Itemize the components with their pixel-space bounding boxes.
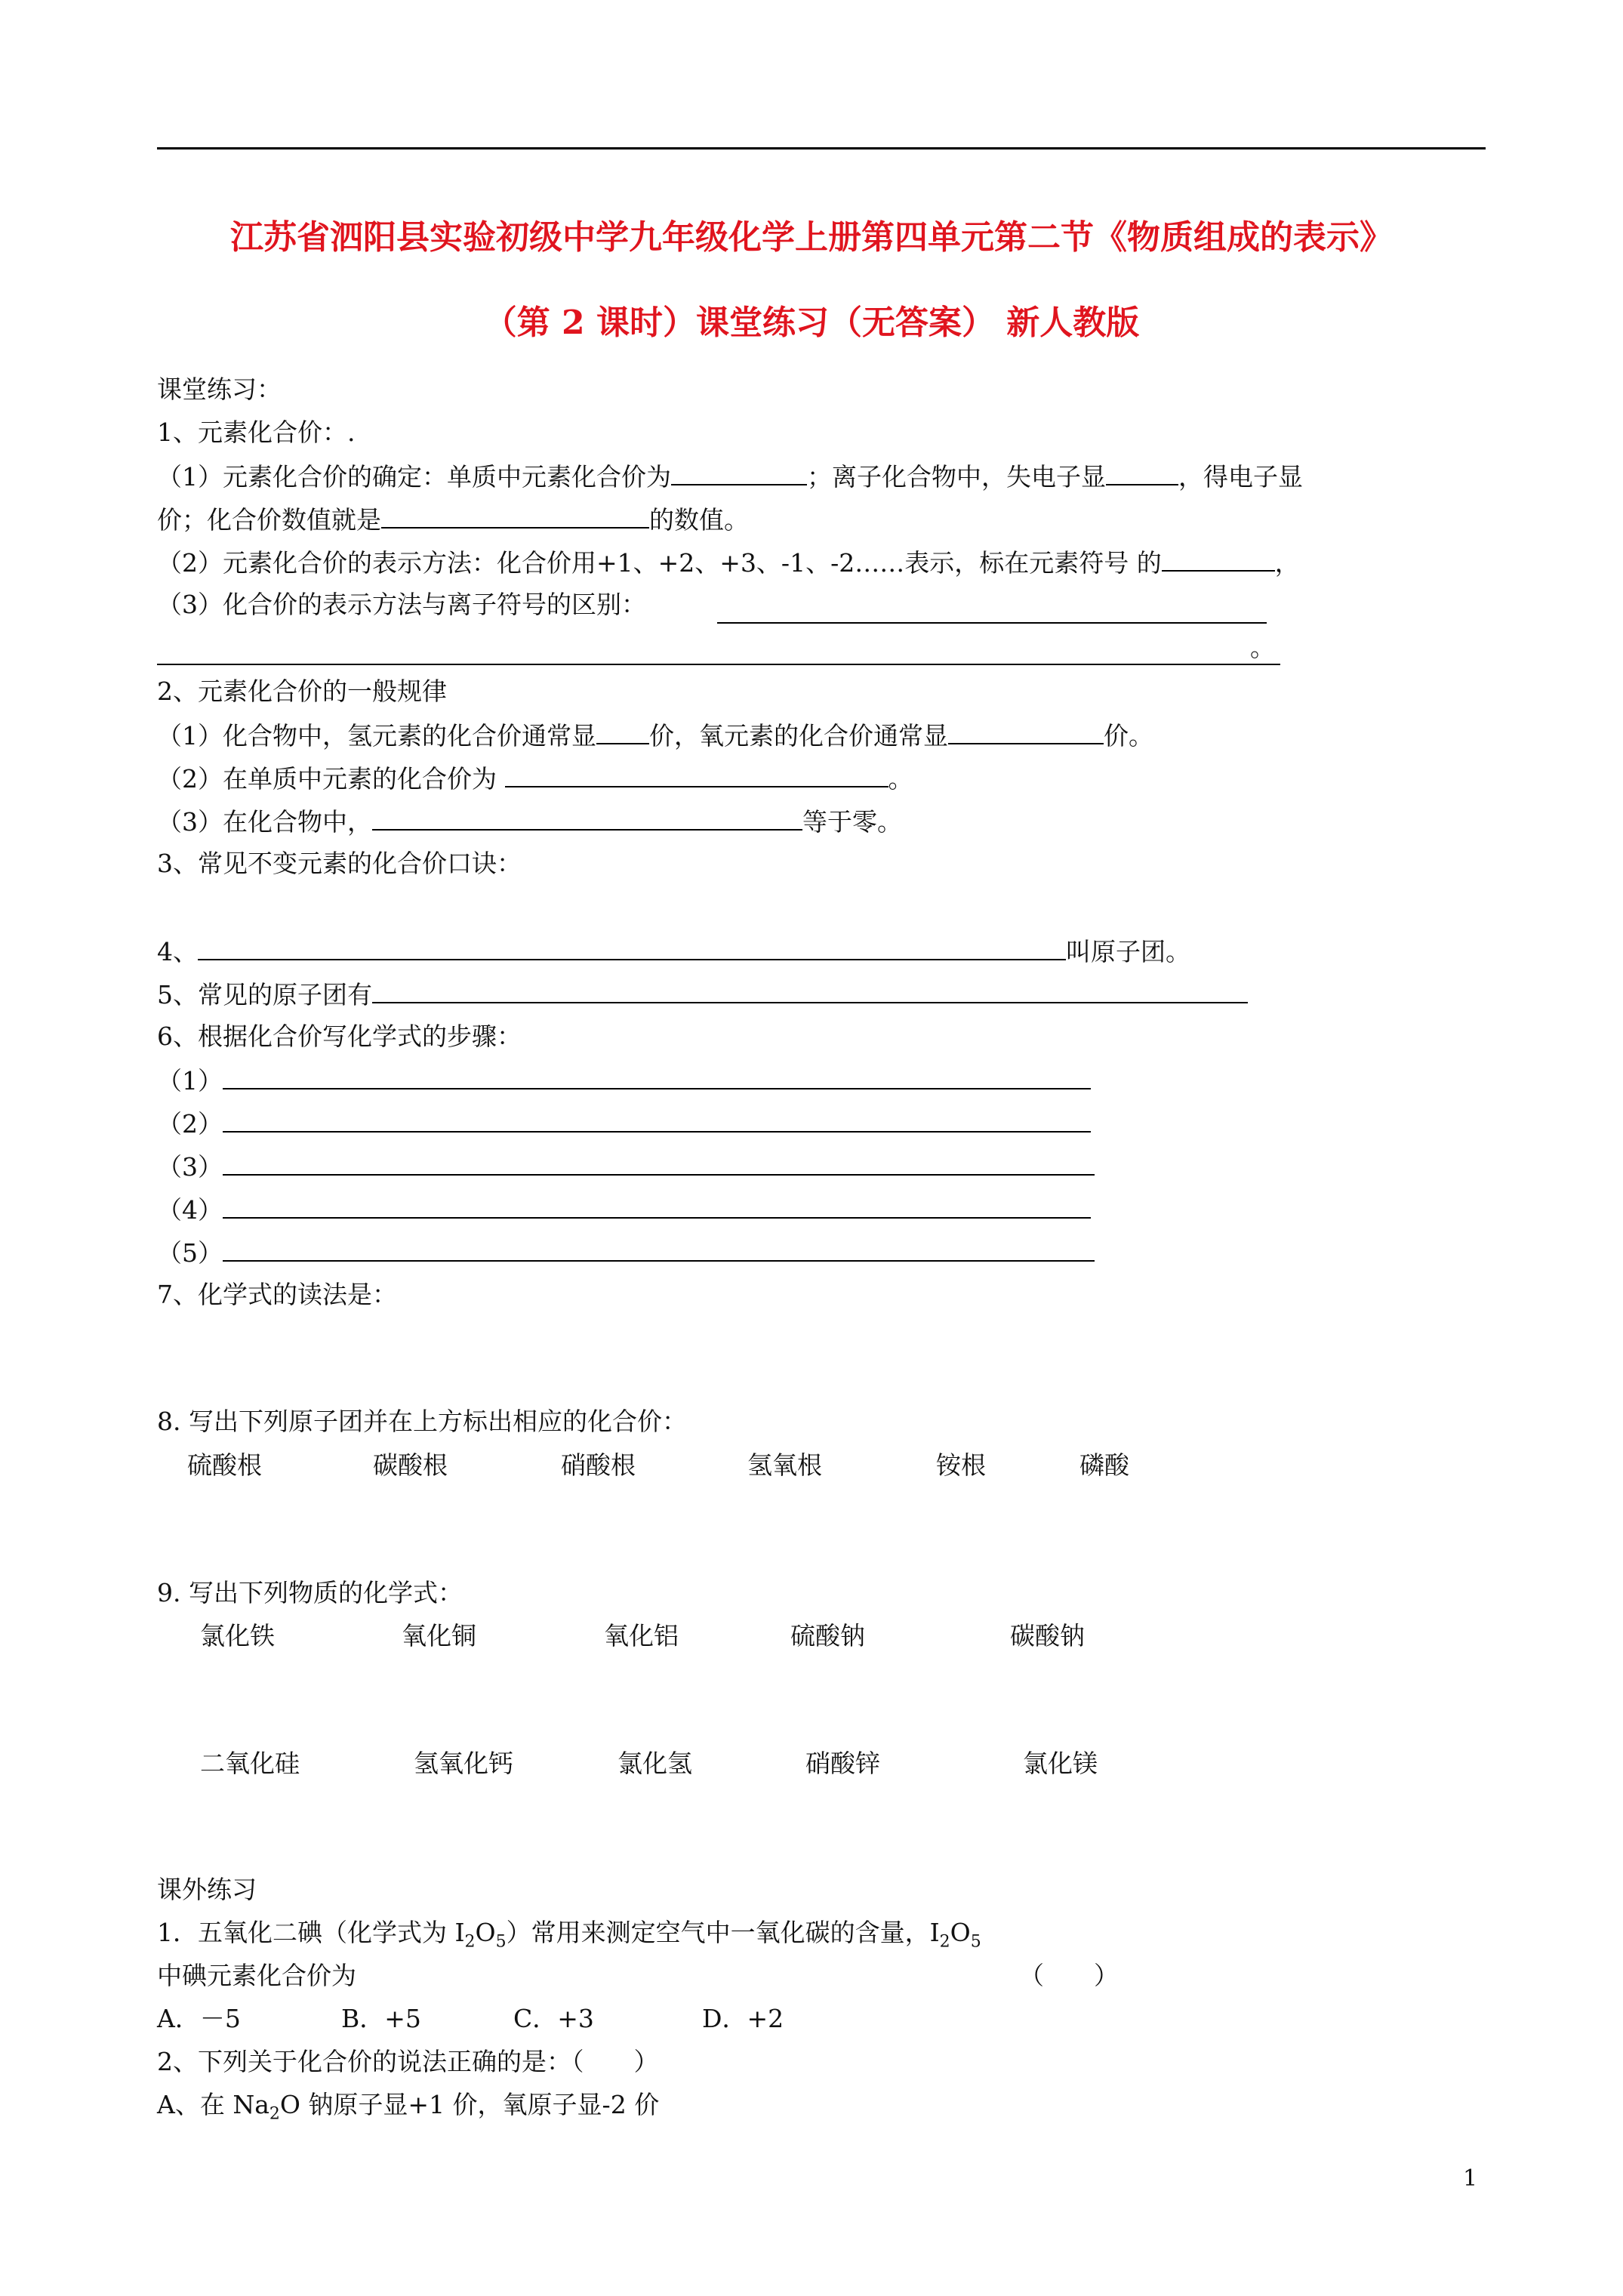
step-label: （5） [157,1238,223,1268]
q8-item: 磷酸 [1079,1450,1129,1480]
q2-part3 [157,803,902,840]
q1-part1-line2 [157,501,749,538]
q2-p1-text-c: 价。 [1104,721,1153,750]
q1-part3 [157,587,646,622]
q1-p3-end: 。 [1250,633,1275,662]
answer-blank[interactable] [505,760,888,787]
q8-title: 8. 写出下列原子团并在上方标出相应的化合价： [157,1407,687,1436]
q6-step-2 [157,1105,1091,1142]
page-number: 1 [1463,2165,1478,2192]
answer-blank[interactable] [671,458,807,485]
classwork-heading: 课堂练习： [157,374,282,404]
q9-item: 硝酸锌 [805,1749,880,1778]
q2-p3-text-b: 等于零。 [802,807,902,837]
option-text: A、在 Na [157,2090,269,2119]
q9-item: 二氧化硅 [200,1749,300,1778]
q9-item: 氯化镁 [1023,1749,1098,1778]
q1-p3-text-a: （3）化合价的表示方法与离子符号的区别： [157,590,646,619]
header-rule [157,147,1486,149]
answer-blank[interactable] [223,1234,1095,1262]
hw-q1-line1 [157,1915,981,1950]
hw-q2-title: 2、下列关于化合价的说法正确的是：（ ） [157,2047,659,2076]
q1-title: 1、元素化合价：. [157,418,356,447]
q1-p1-text-e: 的数值。 [649,505,749,535]
hw-q1-text: 1．五氧化二碘（化学式为 I [157,1918,465,1947]
hw-q1-text: O [950,1918,971,1947]
q1-part2 [157,544,1300,581]
q8-item: 铵根 [936,1450,986,1480]
q9-title: 9. 写出下列物质的化学式： [157,1578,463,1607]
q5-text: 5、常见的原子团有 [157,980,372,1009]
page-title-line1: 江苏省泗阳县实验初级中学九年级化学上册第四单元第二节《物质组成的表示》 [230,218,1393,257]
q6-title: 6、根据化合价写化学式的步骤： [157,1022,522,1051]
homework-heading: 课外练习 [157,1875,257,1904]
option-c[interactable]: C．+3 [513,2004,594,2033]
subscript: 2 [269,2104,280,2124]
q2-part2 [157,760,913,797]
step-label: （2） [157,1109,223,1139]
subscript: 2 [464,1932,476,1952]
step-label: （1） [157,1066,223,1096]
option-b[interactable]: B．+5 [341,2004,421,2033]
hw-q1-text: ）常用来测定空气中一氧化碳的含量，I [506,1918,940,1947]
hw-q2-option-a[interactable] [157,2088,659,2122]
q3-title: 3、常见不变元素的化合价口诀： [157,849,522,878]
q8-item: 硫酸根 [187,1450,262,1480]
q9-item: 氧化铜 [402,1621,476,1650]
q2-title: 2、元素化合价的一般规律 [157,676,447,706]
q2-part1 [157,717,1153,754]
step-label: （4） [157,1195,223,1225]
answer-blank[interactable] [223,1062,1091,1089]
q2-p2-text-a: （2）在单质中元素的化合价为 [157,764,497,794]
q6-step-3 [157,1148,1095,1185]
option-text: O 钠原子显+1 价，氧原子显-2 价 [279,2090,660,2119]
q1-p1-text-c: ，得电子显 [1178,462,1303,492]
answer-line[interactable] [157,664,1280,665]
hw-q1-text: O [475,1918,496,1947]
answer-blank[interactable] [372,976,1248,1003]
q2-p3-text-a: （3）在化合物中， [157,807,372,837]
q1-p1-text-d: 价；化合价数值就是 [157,505,381,535]
q4 [157,933,1190,969]
q8-item: 氢氧根 [747,1450,822,1480]
answer-blank[interactable] [1162,544,1275,572]
q5 [157,976,1248,1012]
q8-item: 硝酸根 [561,1450,636,1480]
answer-blank[interactable] [372,803,802,831]
q1-p1-text-a: （1）元素化合价的确定：单质中元素化合价为 [157,462,671,492]
q4-text-a: 4、 [157,937,198,966]
option-d[interactable]: D．+2 [702,2004,784,2033]
q9-item: 氯化铁 [200,1621,275,1650]
step-label: （3） [157,1152,223,1182]
q9-item: 氧化铝 [604,1621,679,1650]
q6-step-4 [157,1191,1091,1228]
q9-item: 硫酸钠 [790,1621,865,1650]
q6-step-1 [157,1062,1091,1099]
q1-p2-text-b: ， [1274,548,1300,578]
q1-p1-text-b: ；离子化合物中，失电子显 [807,462,1106,492]
q2-p1-text-a: （1）化合物中，氢元素的化合价通常显 [157,721,596,750]
q1-part1-line1 [157,458,1303,495]
answer-blank[interactable] [223,1191,1091,1219]
q6-step-5 [157,1234,1095,1271]
subscript: 5 [495,1932,507,1952]
answer-blank[interactable] [381,501,649,529]
q1-p2-text-a: （2）元素化合价的表示方法：化合价用+1、+2、+3、-1、-2……表示，标在元素符号 的 [157,548,1162,578]
q9-item: 碳酸钠 [1010,1621,1085,1650]
q2-p2-text-b: 。 [888,764,913,794]
hw-q1-line2: 中碘元素化合价为 [157,1961,356,1990]
answer-blank[interactable] [596,717,649,744]
answer-blank[interactable] [198,933,1066,960]
answer-blank[interactable] [1106,458,1178,485]
answer-paren[interactable]: （ ） [1019,1961,1119,1990]
q4-text-b: 叫原子团。 [1066,937,1190,966]
q9-item: 氢氧化钙 [414,1749,513,1778]
answer-blank[interactable] [948,717,1104,744]
answer-blank[interactable] [223,1105,1091,1133]
option-a[interactable]: A．－5 [157,2004,241,2033]
subscript: 5 [970,1932,981,1952]
q7-title: 7、化学式的读法是： [157,1280,397,1309]
subscript: 2 [939,1932,950,1952]
q2-p1-text-b: 价，氧元素的化合价通常显 [649,721,948,750]
q9-item: 氯化氢 [617,1749,692,1778]
answer-blank[interactable] [223,1148,1095,1176]
page-title-line2: （第 2 课时）课堂练习（无答案） 新人教版 [483,304,1140,342]
q8-item: 碳酸根 [373,1450,448,1480]
answer-line[interactable] [717,622,1267,624]
